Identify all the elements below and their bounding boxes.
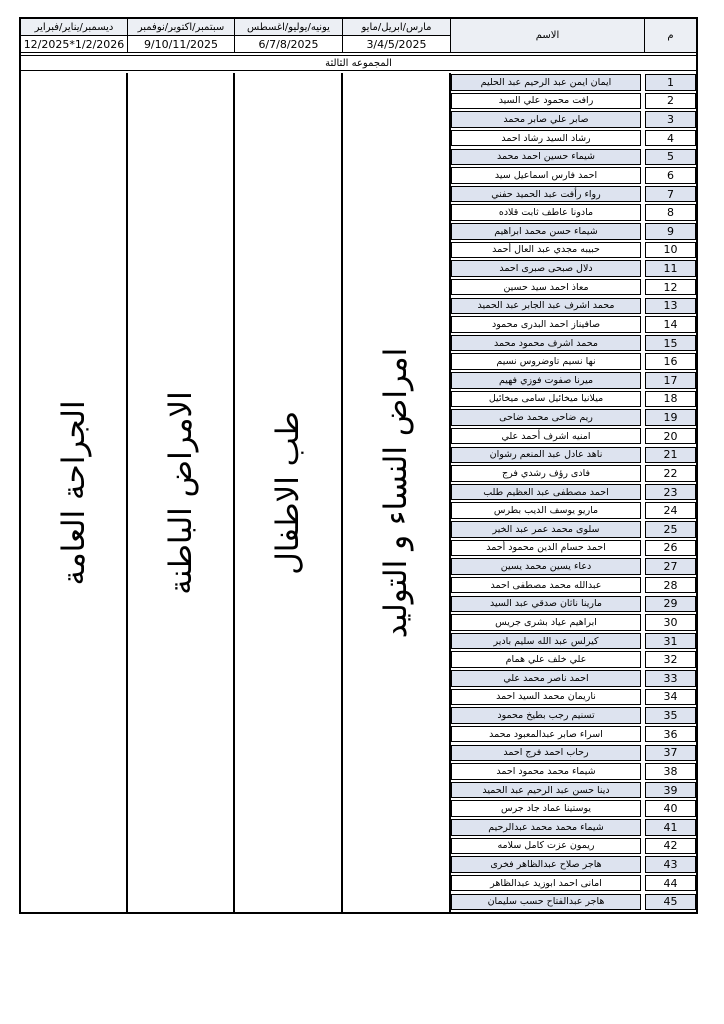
student-list	[451, 73, 696, 911]
student-number: 31	[645, 633, 696, 650]
student-number: 39	[645, 782, 696, 799]
table-row	[451, 669, 696, 688]
month-header-3: سبتمبر/اكتوبر/نوفمبر	[128, 19, 235, 36]
student-number: 24	[645, 502, 696, 519]
student-name: دينا حسن عبد الرحيم عبد الحميد	[451, 782, 641, 799]
number-column-header: م	[645, 19, 696, 53]
table-row	[451, 483, 696, 502]
student-name: ميرنا صفوت فوزي فهيم	[451, 372, 641, 389]
student-number: 32	[645, 651, 696, 668]
student-number: 34	[645, 689, 696, 706]
student-name: رحاب احمد فرج احمد	[451, 745, 641, 762]
student-number: 6	[645, 167, 696, 184]
table-row	[451, 818, 696, 837]
student-number: 35	[645, 707, 696, 724]
table-row	[451, 725, 696, 744]
student-number: 1	[645, 74, 696, 91]
schedule-table	[19, 17, 698, 914]
month-header-1: مارس/ابريل/مايو	[343, 19, 451, 36]
student-name: احمد مصطفى عبد العظيم طلب	[451, 484, 641, 501]
student-name: صافيناز احمد البدرى محمود	[451, 316, 641, 333]
student-name: ميلانيا ميخائيل سامى ميخائيل	[451, 391, 641, 408]
student-name: هاجر صلاح عبدالظاهر فخرى	[451, 856, 641, 873]
student-name: مادونا عاطف ثابت قلاده	[451, 204, 641, 221]
name-column-header: الاسم	[451, 19, 645, 53]
student-number: 13	[645, 298, 696, 315]
month-header-2: يونيه/يوليو/اغسطس	[235, 19, 343, 36]
student-name: ابراهيم عياد بشرى جريس	[451, 614, 641, 631]
table-row	[451, 73, 696, 92]
student-name: امنيه اشرف أحمد علي	[451, 428, 641, 445]
student-name: رواء رأفت عبد الحميد حفني	[451, 186, 641, 203]
student-name: محمد اشرف محمود محمد	[451, 335, 641, 352]
table-row	[451, 874, 696, 893]
table-row	[451, 446, 696, 465]
student-name: فادى رؤف رشدي فرج	[451, 465, 641, 482]
student-number: 18	[645, 391, 696, 408]
table-row	[451, 259, 696, 278]
student-name: ناريمان محمد السيد احمد	[451, 689, 641, 706]
student-name: ماريو يوسف الديب بطرس	[451, 502, 641, 519]
table-row	[451, 334, 696, 353]
student-number: 27	[645, 558, 696, 575]
department-column-2	[235, 73, 343, 912]
department-label: امراض النساء و التوليد	[378, 347, 414, 638]
table-row	[451, 203, 696, 222]
student-number: 44	[645, 875, 696, 892]
student-number: 11	[645, 260, 696, 277]
student-name: ناهد عادل عبد المنعم رشوان	[451, 447, 641, 464]
student-number: 3	[645, 111, 696, 128]
table-row	[451, 557, 696, 576]
student-number: 33	[645, 670, 696, 687]
table-row	[451, 837, 696, 856]
department-label: الامراض الباطنة	[162, 390, 199, 595]
student-name: دعاء يسين محمد يسين	[451, 558, 641, 575]
student-number: 2	[645, 93, 696, 110]
student-number: 41	[645, 819, 696, 836]
student-name: ايمان ايمن عبد الرحيم عبد الحليم	[451, 74, 641, 91]
date-header-1: 3/4/5/2025	[343, 36, 451, 53]
table-row	[451, 297, 696, 316]
student-name: امانى احمد ابوزيد عبدالظاهر	[451, 875, 641, 892]
student-number: 22	[645, 465, 696, 482]
student-name: يوستينا عماد جاد جرس	[451, 800, 641, 817]
student-number: 12	[645, 279, 696, 296]
table-row	[451, 185, 696, 204]
table-row	[451, 595, 696, 614]
department-label: طب الاطفال	[270, 410, 306, 575]
table-row	[451, 799, 696, 818]
student-name: شيماء محمد محمود احمد	[451, 763, 641, 780]
student-number: 4	[645, 130, 696, 147]
student-number: 9	[645, 223, 696, 240]
table-row	[451, 539, 696, 558]
table-row	[451, 427, 696, 446]
student-name: عبدالله محمد مصطفى احمد	[451, 577, 641, 594]
student-number: 15	[645, 335, 696, 352]
student-number: 38	[645, 763, 696, 780]
student-number: 14	[645, 316, 696, 333]
student-name: احمد ناصر محمد علي	[451, 670, 641, 687]
student-name: شيماء محمد محمد عبدالرحيم	[451, 819, 641, 836]
department-column-4	[21, 73, 128, 912]
date-header-4: 12/2025*1/2/2026	[21, 36, 128, 53]
table-row	[451, 315, 696, 334]
student-name: مارينا ناثان صدقي عبد السيد	[451, 596, 641, 613]
student-number: 45	[645, 894, 696, 911]
table-row	[451, 92, 696, 111]
student-name: دلال صبحى صبرى احمد	[451, 260, 641, 277]
table-row	[451, 744, 696, 763]
table-row	[451, 166, 696, 185]
table-row	[451, 278, 696, 297]
student-name: شيماء حسن محمد ابراهيم	[451, 223, 641, 240]
student-number: 40	[645, 800, 696, 817]
table-row	[451, 464, 696, 483]
table-row	[451, 371, 696, 390]
student-name: احمد حسام الدين محمود أحمد	[451, 540, 641, 557]
student-name: سلوى محمد عمر عبد الخير	[451, 521, 641, 538]
student-name: معاذ احمد سيد حسين	[451, 279, 641, 296]
student-name: كيرلس عبد الله سليم بادير	[451, 633, 641, 650]
table-row	[451, 762, 696, 781]
student-name: علي خلف علي همام	[451, 651, 641, 668]
student-number: 20	[645, 428, 696, 445]
group-label: المجموعه الثالثة	[21, 55, 696, 71]
student-number: 23	[645, 484, 696, 501]
student-name: محمد اشرف عبد الجابر عبد الحميد	[451, 298, 641, 315]
table-row	[451, 632, 696, 651]
table-row	[451, 520, 696, 539]
table-row	[451, 613, 696, 632]
department-column-1	[343, 73, 451, 912]
student-number: 30	[645, 614, 696, 631]
student-number: 10	[645, 242, 696, 259]
table-row	[451, 110, 696, 129]
student-name: احمد فارس اسماعيل سيد	[451, 167, 641, 184]
student-name: تسنيم رجب بطيخ محمود	[451, 707, 641, 724]
student-number: 5	[645, 149, 696, 166]
table-row	[451, 576, 696, 595]
student-number: 43	[645, 856, 696, 873]
table-row	[451, 893, 696, 912]
student-number: 8	[645, 204, 696, 221]
student-number: 28	[645, 577, 696, 594]
student-number: 16	[645, 353, 696, 370]
student-name: حبيبه مجدي عبد العال أحمد	[451, 242, 641, 259]
student-name: هاجر عبدالفتاح حسب سليمان	[451, 894, 641, 911]
table-row	[451, 855, 696, 874]
student-number: 42	[645, 838, 696, 855]
table-row	[451, 352, 696, 371]
table-row	[451, 390, 696, 409]
student-number: 29	[645, 596, 696, 613]
date-header-2: 6/7/8/2025	[235, 36, 343, 53]
table-row	[451, 688, 696, 707]
student-name: رافت محمود علي السيد	[451, 93, 641, 110]
table-row	[451, 129, 696, 148]
student-name: رشاد السيد رشاد احمد	[451, 130, 641, 147]
student-number: 21	[645, 447, 696, 464]
student-name: ريم ضاحى محمد ضاحى	[451, 409, 641, 426]
department-label: الجراحة العامة	[55, 399, 92, 586]
table-row	[451, 222, 696, 241]
table-row	[451, 501, 696, 520]
table-row	[451, 706, 696, 725]
month-header-4: ديسمبر/يناير/فبراير	[21, 19, 128, 36]
student-name: شيماء حسين احمد محمد	[451, 149, 641, 166]
student-number: 19	[645, 409, 696, 426]
table-row	[451, 781, 696, 800]
table-row	[451, 241, 696, 260]
student-name: نها نسيم تاوضروس نسيم	[451, 353, 641, 370]
student-name: صابر علي صابر محمد	[451, 111, 641, 128]
date-header-3: 9/10/11/2025	[128, 36, 235, 53]
student-number: 36	[645, 726, 696, 743]
student-number: 7	[645, 186, 696, 203]
student-name: اسراء صابر عبدالمعبود محمد	[451, 726, 641, 743]
student-number: 37	[645, 745, 696, 762]
table-row	[451, 148, 696, 167]
table-row	[451, 408, 696, 427]
student-name: ريمون عزت كامل سلامه	[451, 838, 641, 855]
student-number: 17	[645, 372, 696, 389]
department-column-3	[128, 73, 235, 912]
table-row	[451, 650, 696, 669]
student-number: 25	[645, 521, 696, 538]
student-number: 26	[645, 540, 696, 557]
